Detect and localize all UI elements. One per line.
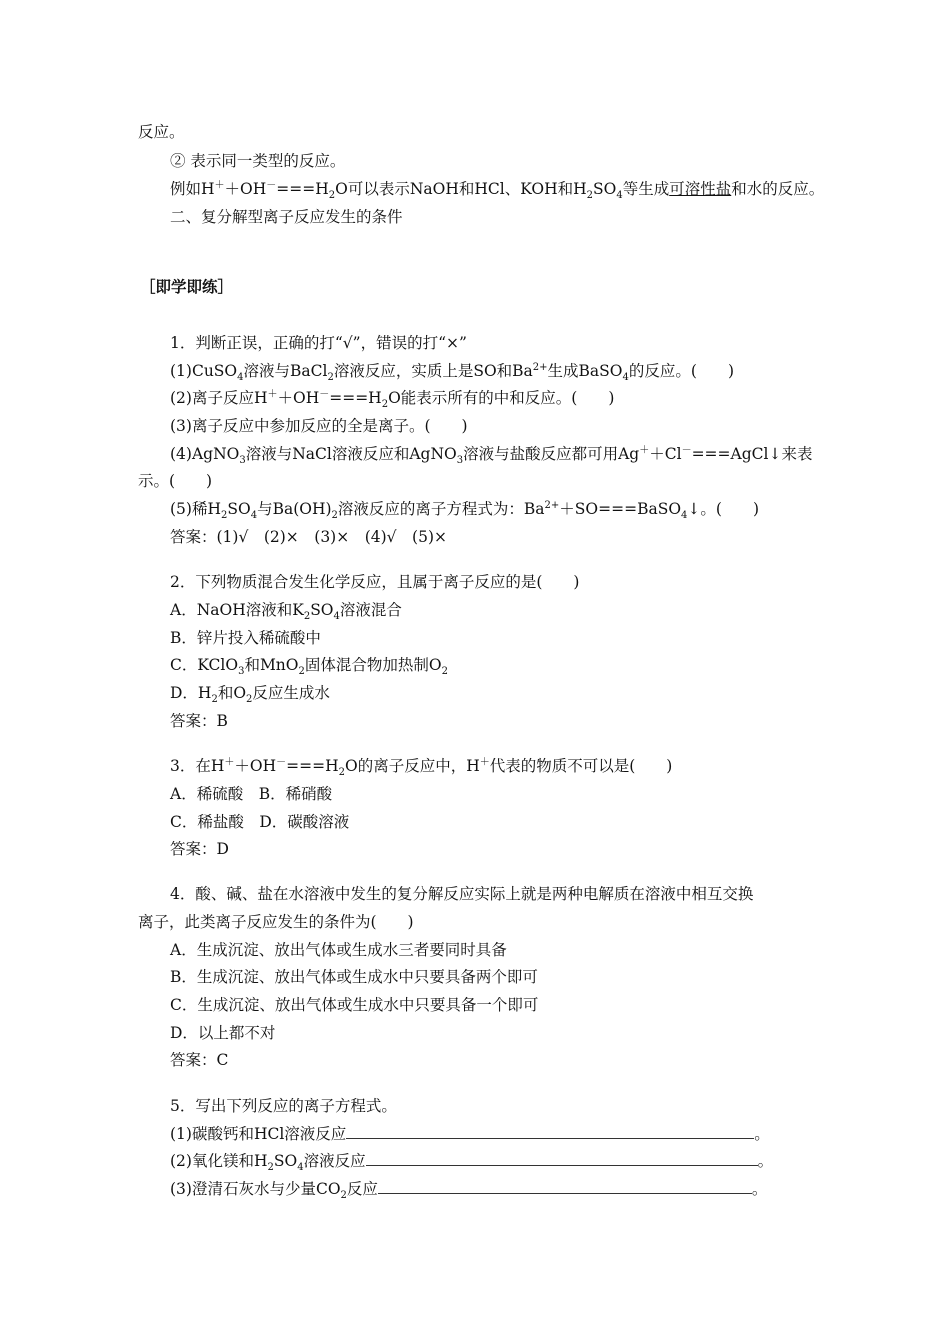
- q4-stem-1: 4．酸、碱、盐在水溶液中发生的复分解反应实际上就是两种电解质在溶液中相互交换: [170, 885, 754, 903]
- answer-blank-1[interactable]: [346, 1124, 754, 1139]
- q2-stem: 2．下列物质混合发生化学反应，且属于离子反应的是( ): [170, 573, 580, 591]
- q4-option-c: C．生成沉淀、放出气体或生成水中只要具备一个即可: [170, 996, 539, 1014]
- q4-answer: 答案：C: [170, 1051, 229, 1069]
- q2-answer: 答案：B: [170, 712, 228, 730]
- q2-option-b: B．锌片投入稀硫酸中: [170, 629, 321, 647]
- q5-item-3: (3)澄清石灰水与少量$CO_2$反应 。: [170, 1180, 768, 1202]
- answer-blank-3[interactable]: [378, 1179, 752, 1194]
- q1-item-1: (1)CuSO$_4$溶液与BaCl$_2$溶液反应，实质上是SO和$Ba^{2+}$生成BaSO$_4$的反应。( ): [170, 361, 734, 384]
- q4-option-a: A．生成沉淀、放出气体或生成水三者要同时具备: [170, 941, 507, 959]
- q5-item-2: (2)氧化镁和$H_2SO_4$溶液反应 。: [170, 1152, 774, 1174]
- q1-item-4: (4)AgNO$_3$溶液与NaCl溶液反应和AgNO$_3$溶液与盐酸反应都可用Ag＋＋Cl－===AgCl↓来表: [170, 444, 813, 467]
- intro-line-3: 例如$H^++OH^-===H_2O$可以表示NaOH和HCl、KOH和$H_2SO_4$等生成可溶性盐和水的反应。: [170, 179, 825, 202]
- q5-item-1: (1)碳酸钙和HCl溶液反应 。: [170, 1125, 770, 1143]
- q1-item-3: (3)离子反应中参加反应的全是离子。( ): [170, 417, 468, 435]
- q3-answer: 答案：D: [170, 840, 229, 858]
- q1-answer: 答案：(1)√ (2)× (3)× (4)√ (5)×: [170, 528, 447, 546]
- section-title: ［即学即练］: [140, 277, 234, 296]
- q5-stem: 5．写出下列反应的离子方程式。: [170, 1097, 397, 1115]
- q2-option-d: D．$H_2$和$O_2$反应生成水: [170, 684, 330, 706]
- q3-stem: 3．在$H^++OH^-===H_2O$的离子反应中，H＋代表的物质不可以是( ): [170, 756, 673, 779]
- q1-item-4-cont: 示。( ): [138, 472, 213, 490]
- section-heading-2: 二、复分解型离子反应发生的条件: [170, 208, 403, 226]
- q4-option-d: D．以上都不对: [170, 1024, 276, 1042]
- q1-item-2: (2)离子反应$H^++OH^-===H_2O$能表示所有的中和反应。( ): [170, 388, 615, 411]
- intro-line-1: 反应。: [138, 123, 185, 141]
- q1-item-5: (5)稀$H_2SO_4$与$Ba(OH)_2$溶液反应的离子方程式为：$Ba^{2+}+SO===BaSO_4↓$。( ): [170, 499, 759, 522]
- q3-options-ab: A．稀硫酸 B．稀硝酸: [170, 785, 333, 803]
- q4-stem-2: 离子，此类离子反应发生的条件为( ): [138, 913, 414, 931]
- intro-line-2: ② 表示同一类型的反应。: [170, 152, 346, 170]
- q3-options-cd: C．稀盐酸 D．碳酸溶液: [170, 813, 350, 831]
- q1-stem: 1．判断正误，正确的打“√”，错误的打“×”: [170, 334, 467, 352]
- q2-option-a: A．NaOH溶液和$K_2SO_4$溶液混合: [170, 601, 402, 623]
- q4-option-b: B．生成沉淀、放出气体或生成水中只要具备两个即可: [170, 968, 538, 986]
- q2-option-c: C．KClO$_3$和MnO$_2$固体混合物加热制$O_2$: [170, 656, 448, 678]
- answer-blank-2[interactable]: [366, 1151, 758, 1166]
- underlined-term: 可溶性盐: [669, 180, 732, 198]
